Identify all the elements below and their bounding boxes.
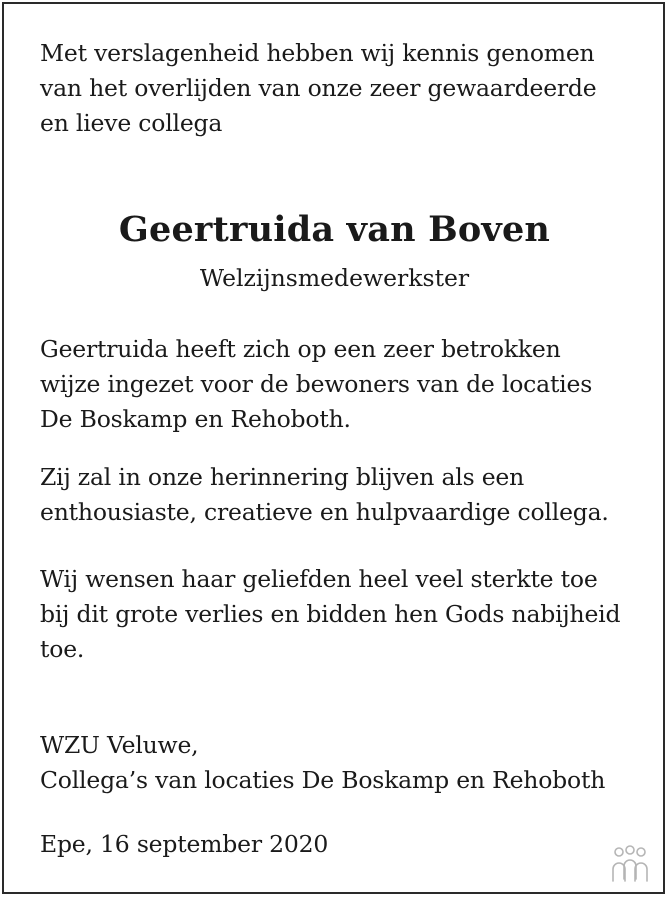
place-date-text: Epe, 16 september 2020 xyxy=(40,830,329,858)
tribute-line: Zij zal in onze herinnering blijven als een xyxy=(40,463,525,491)
signature xyxy=(40,728,605,798)
intro-text xyxy=(40,36,596,141)
signature-line: Collega’s van locaties De Boskamp en Rehoboth xyxy=(40,766,606,794)
tribute-line: toe. xyxy=(40,635,85,663)
people-group-icon xyxy=(605,843,655,883)
tribute-line: Geertruida heeft zich op een zeer betrokken xyxy=(40,335,561,363)
intro-line: Met verslagenheid hebben wij kennis genomen xyxy=(40,39,595,67)
intro-line: van het overlijden van onze zeer gewaardeerde xyxy=(40,74,597,102)
tribute-paragraph-3 xyxy=(40,562,620,667)
tribute-line: enthousiaste, creatieve en hulpvaardige collega. xyxy=(40,498,609,526)
deceased-name: Geertruida van Boven xyxy=(118,209,551,250)
tribute-line: bij dit grote verlies en bidden hen Gods nabijheid xyxy=(40,600,621,628)
signature-line: WZU Veluwe, xyxy=(40,731,199,759)
tribute-line: De Boskamp en Rehoboth. xyxy=(40,405,351,433)
tribute-paragraph-1 xyxy=(40,332,592,437)
tribute-line: wijze ingezet voor de bewoners van de locaties xyxy=(40,370,593,398)
tribute-paragraph-2 xyxy=(40,460,609,530)
deceased-role: Welzijnsmedewerkster xyxy=(199,264,470,292)
tribute-line: Wij wensen haar geliefden heel veel sterkte toe xyxy=(40,565,598,593)
intro-line: en lieve collega xyxy=(40,109,223,137)
place-date xyxy=(40,827,328,862)
